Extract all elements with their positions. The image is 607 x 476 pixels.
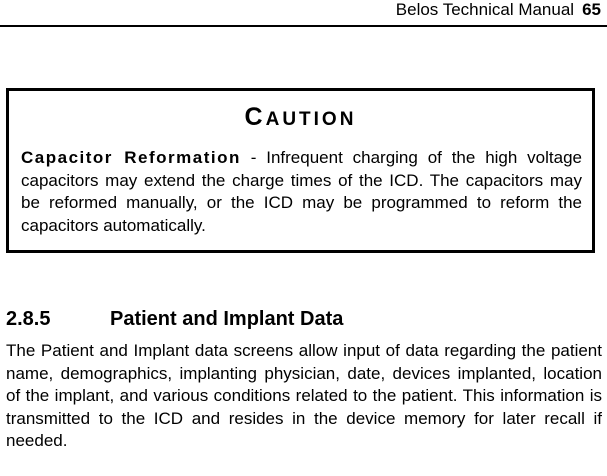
section-title: Patient and Implant Data	[110, 308, 344, 330]
page-header	[0, 0, 607, 27]
section-heading	[6, 306, 601, 332]
caution-lead: Capacitor Reformation	[21, 148, 241, 167]
section-number: 2.8.5	[6, 308, 51, 330]
page-number: 65	[582, 0, 601, 19]
caution-text: - Infrequent charging of the high voltage capacitors may extend the charge times of the ICD. The capacitors may be reformed manually, or the ICD may be programmed to reform the capacitors automatically.	[21, 148, 582, 235]
caution-title	[9, 103, 592, 135]
section-paragraph: The Patient and Implant data screens allow input of data regarding the patient name, demographics, implanting physician, date, devices implanted, location of the implant, and various conditions related to the patient. This information is transmitted to the ICD and resides in the device memory for later recall if needed.	[6, 341, 602, 450]
caution-title-rest: AUTION	[265, 109, 357, 130]
manual-title: Belos Technical Manual	[395, 0, 575, 19]
header-text	[396, 0, 601, 20]
caution-box	[6, 88, 595, 253]
caution-title-initial: C	[244, 103, 266, 131]
caution-body	[21, 147, 582, 237]
